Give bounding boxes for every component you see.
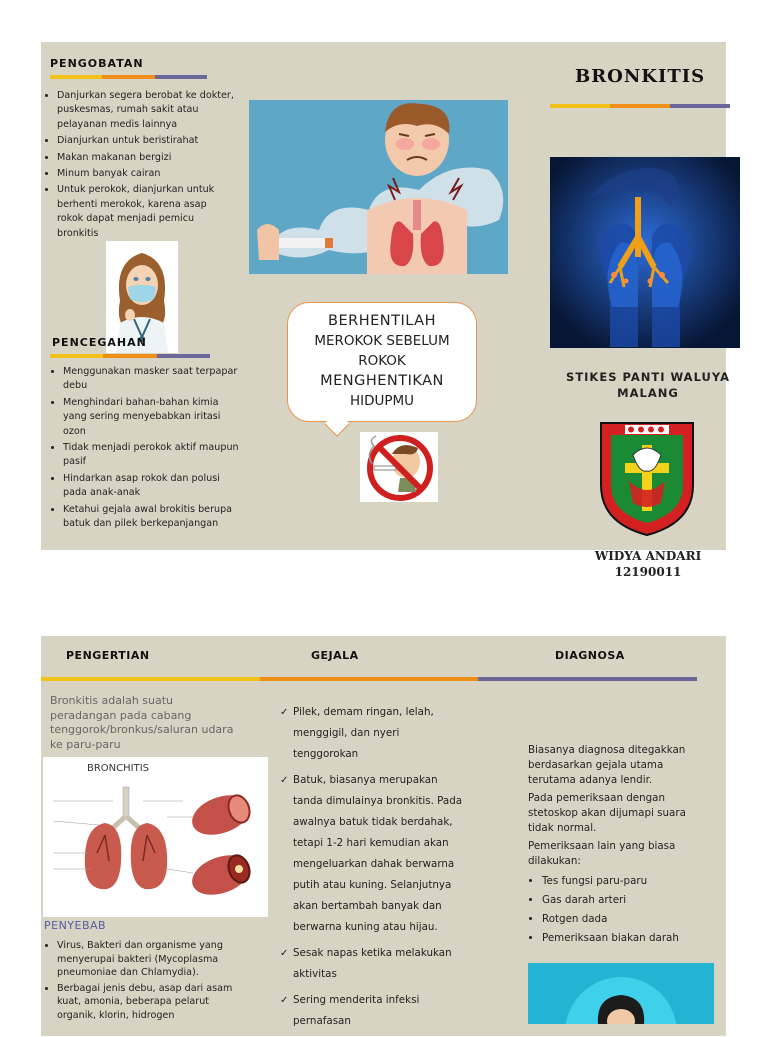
bubble-line-5: HIDUPMU <box>349 393 415 409</box>
brochure-inside-page <box>41 636 726 1036</box>
list-item: • Danjurkan segera berobat ke dokter, puskesmas, rumah sakit atau pelayanan medis lainnya <box>57 89 235 132</box>
institution-name: STIKES PANTI WALUYA MALANG <box>566 370 730 400</box>
penyebab-list <box>45 939 235 1025</box>
brochure-outside-page <box>41 42 730 579</box>
list-item: • Ketahui gejala awal brokitis berupa batuk dan pilek berkepanjangan <box>63 503 239 532</box>
pencegahan-heading: PENCEGAHAN <box>52 336 147 349</box>
pencegahan-list <box>51 365 239 533</box>
pengobatan-list <box>45 89 235 243</box>
bubble-line-1: BERHENTILAH <box>328 313 436 329</box>
pengertian-text: Bronkitis adalah suatu peradangan pada cabang tenggorok/bronkus/saluran udara ke paru-paru <box>50 694 234 751</box>
diagnosa-paragraph-3: Pemeriksaan lain yang biasa dilakukan: <box>528 840 676 867</box>
list-item: • Berbagai jenis debu, asap dari asam kuat, amonia, beberapa pelarut organik, klorin, hidrogen <box>57 982 235 1023</box>
list-item: • Rotgen dada <box>542 910 708 929</box>
diagnosa-list <box>542 872 708 948</box>
list-item: ✓ Pilek, demam ringan, lelah, menggigil, dan nyeri tenggorokan <box>293 702 467 765</box>
list-item: • Minum banyak cairan <box>57 167 235 181</box>
list-item: ✓ Batuk, biasanya merupakan tanda dimulainya bronkitis. Pada awalnya batuk tidak berdahak, tetapi 1-2 hari kemudian akan mengeluarkan dahak berwarna putih atau kuning. Selanjutnya akan bertambah banyak dan berwarna kuning atau hijau. <box>293 770 467 938</box>
brochure-title: BRONKITIS <box>575 66 706 87</box>
list-item: • Untuk perokok, dianjurkan untuk berhenti merokok, karena asap rokok dapat menjadi pemicu bronkitis <box>57 183 235 241</box>
list-item: • Hindarkan asap rokok dan polusi pada anak-anak <box>63 472 239 501</box>
section-stripe <box>41 677 697 681</box>
doctor-avatar-image <box>528 963 714 1024</box>
list-item: • Menggunakan masker saat terpapar debu <box>63 365 239 394</box>
bubble-line-4: MENGHENTIKAN <box>320 373 444 389</box>
list-item: • Tes fungsi paru-paru <box>542 872 708 891</box>
no-smoking-icon <box>360 432 438 502</box>
pengertian-heading: PENGERTIAN <box>66 649 150 662</box>
stikes-logo <box>595 415 699 539</box>
list-item: • Tidak menjadi perokok aktif maupun pasif <box>63 441 239 470</box>
list-item: • Pemeriksaan biakan darah <box>542 929 708 948</box>
author-nim: 12190011 <box>614 565 682 579</box>
list-item: • Virus, Bakteri dan organisme yang menyerupai bakteri (Mycoplasma pneumoniae dan Chlamydia). <box>57 939 235 980</box>
list-item: • Menghindari bahan-bahan kimia yang sering menyebabkan iritasi ozon <box>63 396 239 439</box>
bubble-tail <box>324 411 349 436</box>
list-item: ✓ Sesak napas ketika melakukan aktivitas <box>293 943 467 985</box>
pengobatan-heading: PENGOBATAN <box>50 57 144 70</box>
diagnosa-paragraph-1: Biasanya diagnosa ditegakkan berdasarkan gejala utama terutama adanya lendir. <box>528 744 686 786</box>
list-item: • Makan makanan bergizi <box>57 151 235 165</box>
bubble-line-3: ROKOK <box>358 353 406 369</box>
diagram-title: BRONCHITIS <box>86 763 150 774</box>
lungs-image <box>550 157 740 348</box>
gejala-list <box>279 702 467 1037</box>
title-stripe <box>550 104 730 108</box>
smoking-illustration <box>249 100 508 274</box>
diagnosa-paragraph-2: Pada pemeriksaan dengan stetoskop akan dijumapi suara tidak normal. <box>528 792 686 834</box>
author-name: WIDYA ANDARI <box>594 549 702 563</box>
list-item: • Gas darah arteri <box>542 891 708 910</box>
pencegahan-stripe <box>50 354 210 358</box>
diagnosa-heading: DIAGNOSA <box>555 649 625 662</box>
penyebab-heading: PENYEBAB <box>44 919 107 932</box>
pengobatan-stripe <box>50 75 207 79</box>
list-item: ✓ Sering menderita infeksi pernafasan <box>293 990 467 1032</box>
gejala-heading: GEJALA <box>311 649 359 662</box>
bronchitis-diagram <box>43 757 268 917</box>
quit-smoking-bubble <box>287 302 477 422</box>
list-item: • Dianjurkan untuk beristirahat <box>57 134 235 148</box>
author-block <box>553 548 743 580</box>
diagnosa-text <box>528 743 708 948</box>
bubble-line-2: MEROKOK SEBELUM <box>314 333 450 349</box>
